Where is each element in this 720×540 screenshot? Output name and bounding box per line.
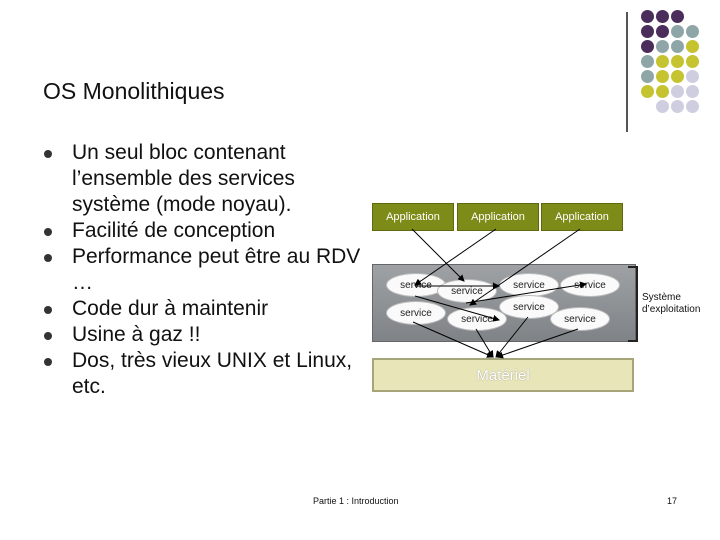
os-label-text: Système d’exploitation bbox=[642, 292, 701, 315]
bullet-text: Un seul bloc contenant l’ensemble des services système (mode noyau). bbox=[72, 141, 295, 216]
service-node: service bbox=[560, 273, 620, 297]
service-node: service bbox=[499, 273, 559, 297]
arrow bbox=[413, 322, 493, 357]
arrow bbox=[466, 284, 586, 303]
slide-title: OS Monolithiques bbox=[43, 78, 225, 104]
footer-text: Partie 1 : Introduction bbox=[313, 496, 399, 506]
service-node: service bbox=[386, 273, 446, 297]
application-box: Application bbox=[457, 203, 539, 231]
arrow bbox=[497, 329, 578, 357]
service-node: service bbox=[386, 301, 446, 325]
arrow bbox=[412, 229, 464, 281]
service-node: service bbox=[437, 279, 497, 303]
bullet-text: Performance peut être au RDV … bbox=[72, 245, 361, 294]
bullet-text: Code dur à maintenir bbox=[72, 297, 269, 320]
arrow bbox=[415, 229, 496, 285]
application-box: Application bbox=[541, 203, 623, 231]
page-number: 17 bbox=[667, 496, 678, 506]
bullet-text: Usine à gaz !! bbox=[72, 323, 201, 346]
service-node: service bbox=[447, 307, 507, 331]
os-brace bbox=[628, 266, 638, 342]
hardware-box: Matériel bbox=[372, 358, 634, 392]
service-node: service bbox=[550, 307, 610, 331]
application-box: Application bbox=[372, 203, 454, 231]
service-node: service bbox=[499, 295, 559, 319]
arrow bbox=[496, 317, 528, 357]
bullet-text: Dos, très vieux UNIX et Linux, etc. bbox=[72, 349, 353, 398]
os-label bbox=[642, 292, 712, 316]
bullet-text: Facilité de conception bbox=[72, 219, 276, 242]
